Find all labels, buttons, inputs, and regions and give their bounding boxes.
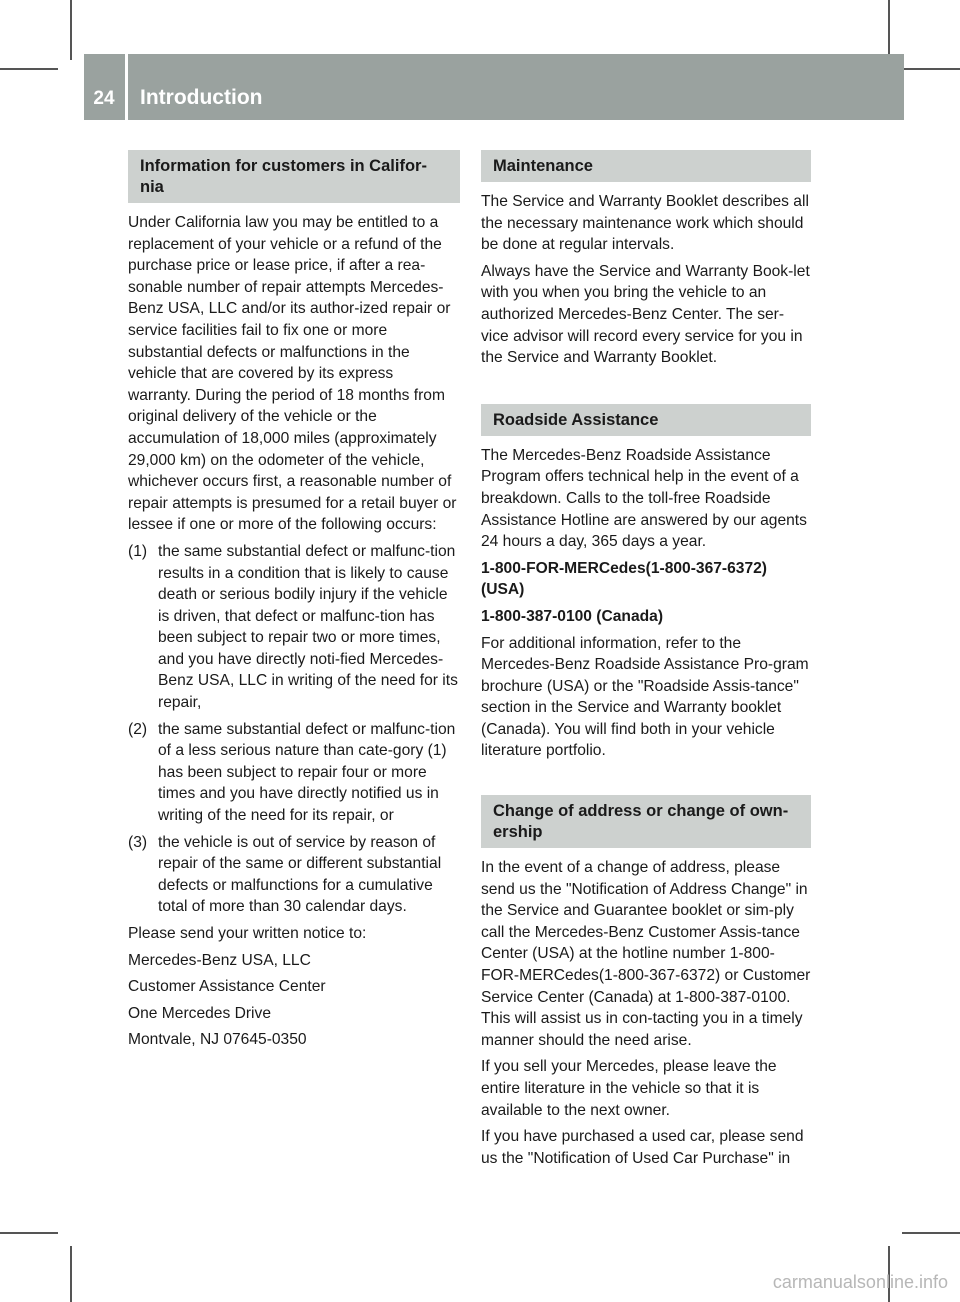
list-item xyxy=(128,719,460,827)
crop-mark xyxy=(902,1232,960,1234)
roadside-paragraph: The Mercedes-Benz Roadside Assistance Program offers technical help in the event of a breakdown. Calls to the toll-free Roadside Assistance Hotline are answered by our agents 24 hours a day, 365 days a year. xyxy=(481,446,807,551)
list-number: (2) xyxy=(128,720,148,738)
maintenance-paragraph: The Service and Warranty Booklet describes all the necessary maintenance work which should be done at regular intervals. xyxy=(481,193,809,254)
list-number: (1) xyxy=(128,542,148,560)
header-divider xyxy=(125,54,128,120)
california-heading: Information for customers in Califor-nia xyxy=(128,150,460,203)
address-line: One Mercedes Drive xyxy=(128,1004,271,1022)
california-intro: Under California law you may be entitled to a replacement of your vehicle or a refund of the purchase price or lease price, if after a rea-sonable number of repair attempts Mercedes-Benz USA, LLC and/or its author-ized repair or service facilities fail to fix one or more substantial defects or malfunctions in the vehicle that are covered by its express warranty. During the period of 18 months from original delivery of the vehicle or the accumulation of 18,000 miles (approximately 29,000 km) on the odometer of the vehicle, whichever occurs first, a reasonable number of repair attempts is presumed for a retail buyer or lessee if one or more of the following occurs: xyxy=(128,214,457,534)
phone-usa: 1-800-FOR-MERCedes(1-800-367-6372) (USA) xyxy=(481,559,768,599)
right-column xyxy=(481,150,811,1174)
spacer xyxy=(481,767,811,795)
list-text: the same substantial defect or malfunc-tion of a less serious nature than cate-gory (1) has been subject to repair four or more times and you have directly notified us in writing of the need for its repair, or xyxy=(158,720,456,825)
address-line: Mercedes-Benz USA, LLC xyxy=(128,951,311,969)
roadside-paragraph: For additional information, refer to the Mercedes-Benz Roadside Assistance Pro-gram brochure (USA) or the "Roadside Assis-tance" section in the Service and Warranty booklet (Canada). You will find both in your vehicle literature portfolio. xyxy=(481,634,809,760)
address-line: Customer Assistance Center xyxy=(128,978,326,996)
list-item xyxy=(128,541,460,714)
list-text: the same substantial defect or malfunc-tion results in a condition that is likely to cause death or serious bodily injury if the vehicle is driven, that defect or malfunc-tion has been subject to repair two or more times, and you have directly noti-fied Mercedes-Benz USA, LLC in writing of the need for its repair, xyxy=(158,542,458,712)
watermark: carmanualsonline.info xyxy=(772,1272,948,1292)
change-paragraph: If you sell your Mercedes, please leave the entire literature in the vehicle so that it is available to the next owner. xyxy=(481,1058,777,1119)
phone-canada: 1-800-387-0100 (Canada) xyxy=(481,607,664,625)
spacer xyxy=(481,374,811,404)
crop-mark xyxy=(902,68,960,70)
crop-mark xyxy=(70,0,72,60)
section-title: Introduction xyxy=(140,86,263,109)
crop-mark xyxy=(888,0,890,60)
list-text: the vehicle is out of service by reason of repair of the same or different substantial defects or malfunctions for a cumulative total of more than 30 calendar days. xyxy=(158,833,442,916)
roadside-heading: Roadside Assistance xyxy=(481,404,811,436)
list-number: (3) xyxy=(128,833,148,851)
crop-mark xyxy=(0,1232,58,1234)
change-heading: Change of address or change of own-ership xyxy=(481,795,811,848)
page-number: 24 xyxy=(93,88,115,109)
send-notice-text: Please send your written notice to: xyxy=(128,925,367,942)
list-item xyxy=(128,832,460,918)
address-line: Montvale, NJ 07645-0350 xyxy=(128,1031,307,1049)
crop-mark xyxy=(70,1246,72,1302)
left-column xyxy=(128,150,460,1056)
change-paragraph: If you have purchased a used car, please send us the "Notification of Used Car Purchase" in xyxy=(481,1128,804,1167)
maintenance-paragraph: Always have the Service and Warranty Book-let with you when you bring the vehicle to an authorized Mercedes-Benz Center. The ser-vice advisor will record every service for you in the Service and Warranty Booklet. xyxy=(481,262,810,367)
maintenance-heading: Maintenance xyxy=(481,150,811,182)
change-paragraph: In the event of a change of address, please send us the "Notification of Address Change" in the Service and Guarantee booklet or sim-ply call the Mercedes-Benz Customer Assis-tance Center (USA) at the hotline number 1-800-FOR-MERCedes(1-800-367-6372) or Customer Service Center (Canada) at 1-800-387-0100. This will assist us in con-tacting you in a timely manner should the need arise. xyxy=(481,859,811,1049)
crop-mark xyxy=(0,68,58,70)
